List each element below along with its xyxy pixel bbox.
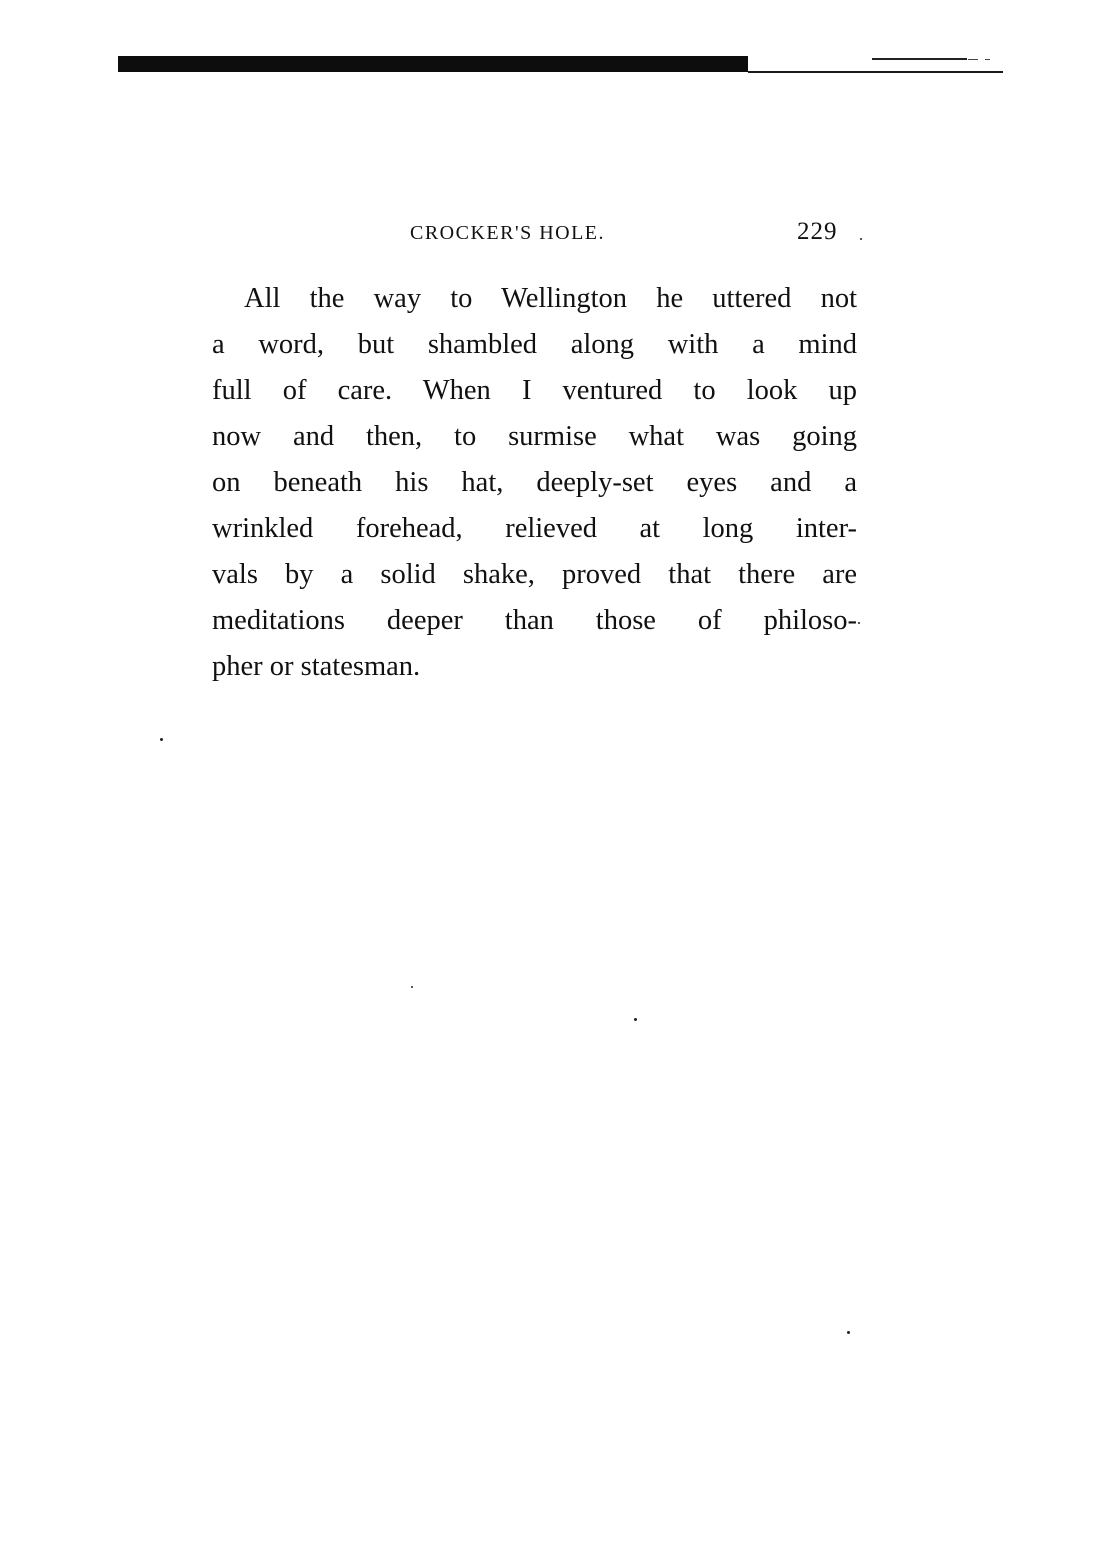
body-paragraph <box>212 276 857 690</box>
scan-speck <box>634 1018 637 1021</box>
text-line: on beneath his hat, deeply-set eyes and a <box>212 467 857 498</box>
text-line: a word, but shambled along with a mind <box>212 329 857 360</box>
text-line: meditations deeper than those of philoso- <box>212 605 857 636</box>
text-line: vals by a solid shake, proved that there are <box>212 559 857 590</box>
scan-speck <box>860 238 862 240</box>
scan-border-dash <box>968 59 978 60</box>
text-line: now and then, to surmise what was going <box>212 421 857 452</box>
scan-speck <box>411 986 413 988</box>
text-line: wrinkled forehead, relieved at long inter- <box>212 513 857 544</box>
scan-speck <box>847 1331 850 1334</box>
page-number: 229 <box>797 218 838 245</box>
running-head-title: CROCKER'S HOLE. <box>410 222 606 244</box>
scan-speck <box>858 622 860 624</box>
scan-border-fragment <box>872 58 967 60</box>
scan-border-thin <box>748 71 1003 73</box>
text-line: full of care. When I ventured to look up <box>212 375 857 406</box>
scan-speck <box>160 738 163 741</box>
scan-border-thick <box>118 56 748 72</box>
scan-border-dash <box>985 59 990 60</box>
text-line: All the way to Wellington he uttered not <box>244 283 857 314</box>
text-line: pher or statesman. <box>212 651 421 682</box>
